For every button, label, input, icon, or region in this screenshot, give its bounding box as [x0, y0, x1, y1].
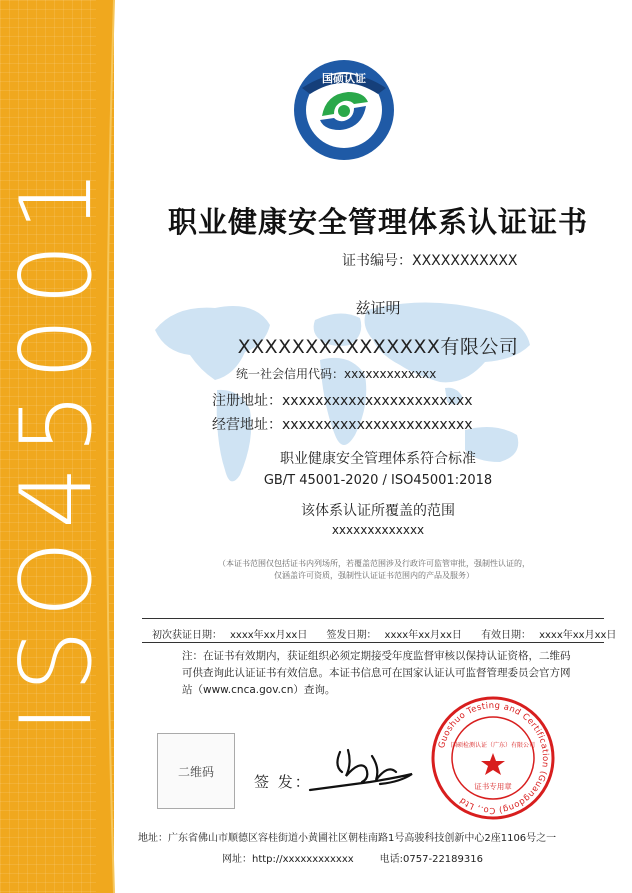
business-address-label: 经营地址： — [212, 417, 282, 433]
official-seal-stamp — [430, 695, 556, 821]
validity-notice: 注：在证书有效期内，获证组织必须定期接受年度监督审核以保持认证资格，二维码可供查询此认证证书有效信息。本证书信息可在国家认证认可监督管理委员会官方网站（www.cnca.gov.cn）查询。 — [182, 650, 571, 696]
standard-codes: GB/T 45001-2020 / ISO45001:2018 — [263, 473, 493, 488]
credit-code-label: 统一社会信用代码： — [236, 367, 345, 381]
divider-top — [142, 618, 604, 619]
scope-value: xxxxxxxxxxxxx — [331, 523, 425, 537]
svg-text:国硕认证: 国硕认证 — [322, 72, 366, 85]
footer-address: 地址：广东省佛山市顺德区容桂街道小黄圃社区朝桂南路1号高骏科技创新中心2座1106号之一 — [138, 833, 557, 844]
issue-date: 签发日期： xxxx年xx月xx日 — [326, 630, 462, 641]
credit-code-line — [236, 365, 436, 382]
svg-text:证书专用章: 证书专用章 — [474, 782, 512, 791]
first-issue-date: 初次获证日期： xxxx年xx月xx日 — [152, 630, 308, 641]
dates-row — [152, 626, 632, 641]
certification-logo-icon — [292, 58, 396, 162]
certificate-title: 职业健康安全管理体系认证证书 — [167, 205, 588, 239]
footer-phone: 电话:0757-22189316 — [379, 854, 483, 865]
scope-footnote-line-2: 仅涵盖许可资质，强制性认证证书范围内的产品及服务） — [274, 571, 474, 580]
svg-text:国硕检测认证（广东）有限公司: 国硕检测认证（广东）有限公司 — [450, 742, 536, 749]
qr-code-placeholder — [157, 733, 235, 809]
certificate-number-label: 证书编号： — [342, 253, 412, 269]
footer-contact — [222, 850, 483, 865]
certificate-number-value: XXXXXXXXXXX — [412, 253, 518, 269]
registered-address-value: xxxxxxxxxxxxxxxxxxxxxxx — [282, 393, 473, 409]
handwritten-signature — [300, 738, 420, 798]
signature-label: 签 发： — [254, 773, 312, 791]
svg-text:Guoshuo Testing and Certificat: Guoshuo Testing and Certification (Guangdong) Co., Ltd — [436, 700, 551, 816]
scope-footnote-line-1: （本证书范围仅包括证书内列场所，若覆盖范围涉及行政许可监管审批，强制性认证的， — [218, 559, 530, 568]
valid-date: 有效日期： xxxx年xx月xx日 — [481, 630, 617, 641]
credit-code-value: xxxxxxxxxxxxx — [344, 367, 437, 381]
business-address-line — [212, 414, 473, 434]
scope-label: 该体系认证所覆盖的范围 — [301, 503, 455, 519]
qr-code-label: 二维码 — [177, 764, 214, 779]
divider-bottom — [142, 642, 604, 643]
company-name: XXXXXXXXXXXXXXX有限公司 — [237, 336, 519, 358]
hereby-certify-text: 兹证明 — [355, 299, 401, 317]
registered-address-label: 注册地址： — [212, 393, 282, 409]
business-address-value: xxxxxxxxxxxxxxxxxxxxxxx — [282, 417, 473, 433]
registered-address-line — [212, 390, 473, 410]
standard-statement: 职业健康安全管理体系符合标准 — [280, 451, 476, 467]
iso-vertical-text: ISO45001 — [0, 157, 114, 733]
certificate-number — [342, 250, 518, 270]
scope-footnote — [184, 558, 564, 582]
footer-website: 网址：http://xxxxxxxxxxxx — [222, 854, 354, 865]
